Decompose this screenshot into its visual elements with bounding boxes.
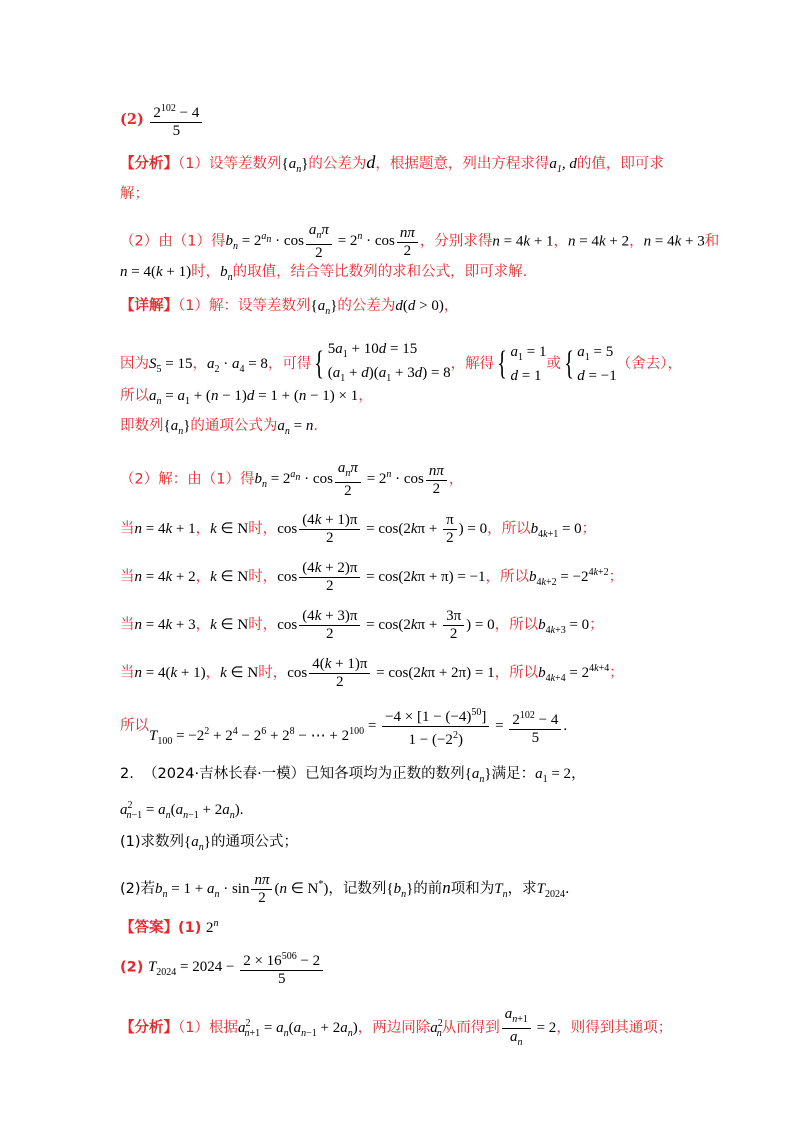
question-text: 的前 [413, 880, 443, 897]
detail-line-2: 因为$S_5 = 15$，$a_2 \cdot a_4 = 8$，可得 { $5a_1 + 10d = 15$ $(a_1 + d)(a_1 + 3d) = 8$ ，解得 { $a_1 = 1$ d = 1 或 { $a_1 = 5$ d = −1 （舍去）， [120, 341, 682, 384]
detail-text: 的公差为 [337, 298, 396, 314]
detail-text: 所以 [120, 388, 149, 404]
answer-line-1: 【答案】(1) 2$^n$ [120, 918, 219, 936]
analysis-text: 解； [120, 186, 149, 202]
detail-text: （舍去）， [616, 356, 682, 372]
analysis-text: ，则得到其通项； [556, 1019, 673, 1036]
analysis-line-2: （2）由（1）得$b_n = 2^{a_n} \cdot \cos$ $\frac{a_n\pi}{2}$ = $2^n \cdot \cos$ $\frac{n\pi}{2}$ ，分别求得n = 4k + 1，n = 4k + 2，n = 4k + 3和 [120, 222, 720, 261]
detail-text: 所以 [120, 717, 149, 734]
detail-text: 当 [120, 664, 135, 681]
fraction: $\frac{2^{102} - 4}{5}$ [150, 100, 202, 140]
answer-label: (2) [120, 959, 144, 976]
analysis-line-1: 【分析】（1）设等差数列$\{a_n\}$的公差为d，根据题意，列出方程求得$a_1$, d的值，即可求 [120, 152, 664, 175]
detail-text: ，可得 [267, 356, 312, 372]
question-text: ，记数列 [328, 880, 387, 897]
question-text: 的通项公式； [210, 834, 298, 850]
detail-text: 所以 [509, 664, 539, 681]
case-2: 当n = 4k + 2，k ∈ N时，cos $\frac{(4k + 2)\pi}{2}$ = cos(2kπ + π) = −1，所以$b_{4k+2} = -2^{4k+2}$； [120, 560, 624, 594]
analysis-text: 的取值，结合等比数列的求和公式，即可求解. [232, 264, 528, 280]
detail-text: 即数列 [120, 418, 164, 434]
case-3: 当n = 4k + 3，k ∈ N时，cos $\frac{(4k + 3)\pi}{2}$ = cos(2kπ + $\frac{3\pi}{2}$ ) = 0，所以$b_{4k+3} = 0$； [120, 608, 604, 642]
prev-answer-2 [120, 100, 204, 140]
analysis-tag: 【分析】 [120, 156, 178, 172]
sum-line: 所以$T_{100} = -2^2 + 2^4 - 2^6 + 2^8$ − ⋯ + $2^{100}$ = $\frac{-4 \times [1 - (-4)^{50}]}{1 - (-2^2)}$ = $\frac{2^{102} - 4}{5}$ . [120, 704, 567, 749]
detail-text: 所以 [500, 568, 530, 585]
detail-text: 时， [248, 568, 278, 585]
case-4: 当n = 4(k + 1)，k ∈ N时，cos $\frac{4(k + 1)\pi}{2}$ = cos(2kπ + 2π) = 1，所以$b_{4k+4} = 2^{4k+4}$； [120, 656, 624, 690]
answer-tag: 【答案】 [120, 920, 178, 936]
analysis-text: ，根据题意，列出方程求得 [375, 156, 550, 172]
problem-text: 满足： [491, 766, 536, 782]
analysis-text: ，两边同除 [357, 1019, 431, 1036]
question-text: ，求 [507, 880, 537, 897]
detail2-line-1: （2）解：由（1）得$b_n = 2^{a_n} \cdot \cos$ $\frac{a_n\pi}{2}$ = $2^n \cdot \cos$ $\frac{n\pi}{2}$ ， [120, 460, 464, 499]
problem-2-line-1: 2. （2024·吉林长春·一模）已知各项均为正数的数列$\{a_n\}$满足：$a_1 = 2$， [120, 766, 586, 785]
analysis-text: ，分别求得 [419, 233, 493, 250]
analysis-text: 的值，即可求 [576, 156, 664, 172]
detail-text: 或 [546, 356, 561, 372]
analysis-text: （2）由（1）得 [120, 233, 226, 250]
detail-line-4: 即数列$\{a_n\}$的通项公式为$a_n = n$. [120, 418, 318, 437]
problem-text: （2024·吉林长春·一模）已知各项均为正数的数列 [143, 766, 465, 782]
detail-text: 当 [120, 520, 135, 537]
detail-line-3: 所以$a_n = a_1 + (n - 1)d = 1 + (n - 1) \times 1$， [120, 388, 373, 407]
detail-tag: 【详解】 [120, 298, 178, 314]
detail-text: 所以 [509, 616, 539, 633]
analysis-text: 和 [704, 233, 720, 250]
detail-text: ， [443, 298, 459, 314]
question-text: 项和为 [450, 880, 495, 897]
detail-text: 时， [248, 616, 278, 633]
analysis-text: 时， [191, 264, 221, 280]
analysis-line-1b [120, 184, 149, 204]
question-text: (1)求数列 [120, 834, 185, 850]
detail-text: 当 [120, 568, 135, 585]
analysis-text: 从而得到 [441, 1019, 500, 1036]
detail-text: ，解得 [450, 356, 495, 372]
analysis-text: （1）根据 [178, 1019, 238, 1036]
detail-text: 时， [248, 520, 278, 537]
answer-label: (1) [178, 920, 202, 936]
answer-label: (2) [120, 111, 144, 128]
detail-line-1: 【详解】（1）解：设等差数列$\{a_n\}$的公差为d(d > 0)， [120, 298, 459, 317]
question-text: (2)若 [120, 880, 156, 897]
problem-2-line-2: $a^2_{n-1} = a_n(a_{n-1} + 2a_n)$. [120, 800, 244, 821]
question-2: (2)若$b_n = 1 + a_n \cdot \sin$ $\frac{n\pi}{2}$ (n ∈ N*)，记数列$\{b_n\}$的前n项和为$T_n$，求$T_{2024}$. [120, 872, 570, 906]
answer-line-2: (2) $T_{2024} = 2024$ − $\frac{2 \times 16^{506} - 2}{5}$ [120, 948, 325, 988]
detail-text: 的通项公式为 [190, 418, 278, 434]
detail-text: 所以 [501, 520, 531, 537]
detail-text: （1）解：设等差数列 [178, 298, 311, 314]
analysis-tag: 【分析】 [120, 1019, 178, 1036]
detail-text: 因为 [120, 356, 149, 372]
problem-number: 2. [120, 766, 134, 782]
case-1: 当n = 4k + 1，k ∈ N时，cos $\frac{(4k + 1)\pi}{2}$ = cos(2kπ + $\frac{\pi}{2}$ ) = 0，所以$b_{4k+1} = 0$； [120, 512, 597, 546]
analysis-text: （1）设等差数列 [178, 156, 282, 172]
detail-text: （2）解：由（1）得 [120, 471, 255, 488]
detail-text: 当 [120, 616, 135, 633]
analysis-line-2b: n = 4(k + 1)时，$b_n$的取值，结合等比数列的求和公式，即可求解. [120, 264, 528, 283]
analysis-text: 的公差为 [308, 156, 367, 172]
question-1: (1)求数列$\{a_n\}$的通项公式； [120, 834, 298, 853]
detail-text: 时， [258, 664, 288, 681]
problem2-analysis: 【分析】（1）根据$a^2_{n+1} = a_n(a_{n-1} + 2a_n)$，两边同除$a^2_n$从而得到 $\frac{a_{n+1}}{a_n}$ = 2，则得到其通项； [120, 1006, 673, 1048]
